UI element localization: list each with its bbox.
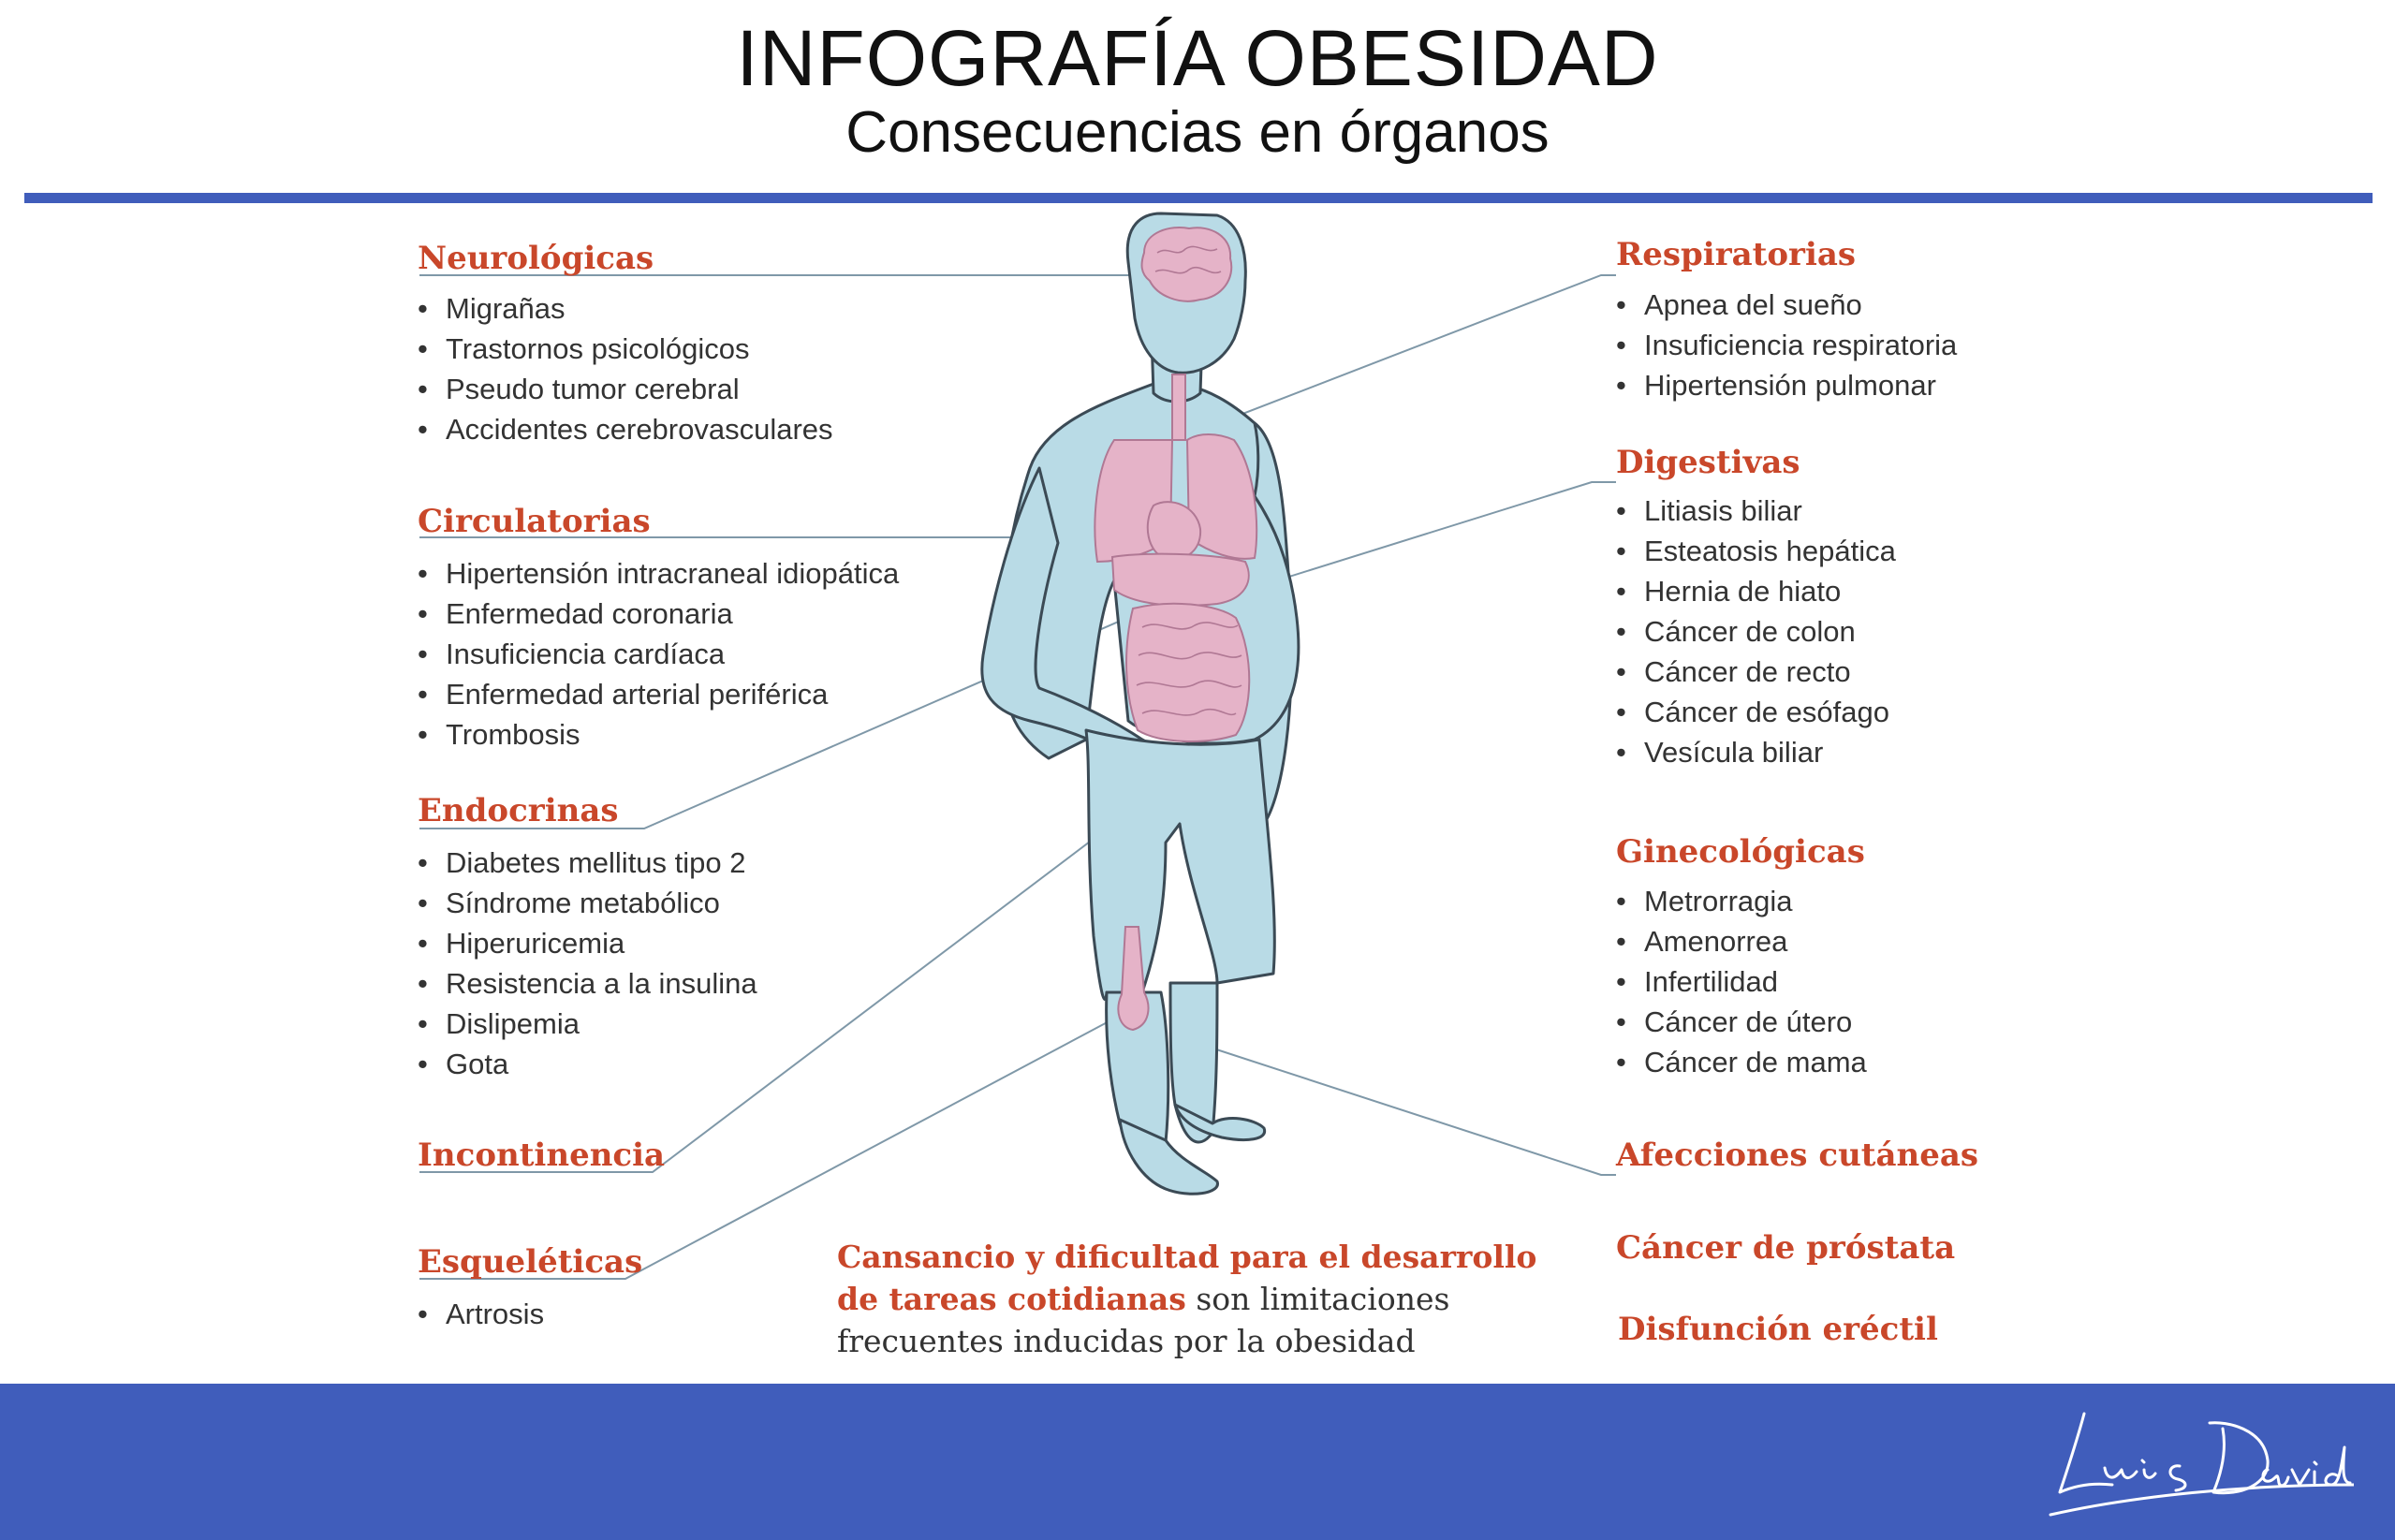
heading-endocrinas: Endocrinas [418,792,619,829]
fatigue-note [837,1236,1567,1362]
list-item: • Gota [418,1044,757,1084]
list-item: • Hipertensión intracraneal idiopática [418,553,899,594]
page-subtitle: Consecuencias en órganos [845,100,1550,165]
heading-digestivas: Digestivas [1616,444,1800,481]
list-item: • Migrañas [418,288,833,329]
list-item: • Litiasis biliar [1616,491,1896,531]
page-title: INFOGRAFÍA OBESIDAD [736,14,1659,102]
list-item: • Cáncer de útero [1616,1002,1867,1042]
footer-band [0,1384,2395,1540]
heading-cutaneas: Afecciones cutáneas [1616,1137,1979,1174]
list-item: • Trombosis [418,714,899,755]
leader-cutaneas [1208,1047,1616,1175]
list-item: • Insuficiencia cardíaca [418,634,899,674]
heading-circulatorias: Circulatorias [418,503,651,540]
list-item: • Hipertensión pulmonar [1616,365,1957,405]
note-rest: son limitaciones frecuentes inducidas por la obesidad [837,1281,1450,1359]
list-ginecologicas [1616,881,1867,1082]
list-item: • Cáncer de esófago [1616,692,1896,732]
list-circulatorias [418,553,899,755]
list-item: • Cáncer de mama [1616,1042,1867,1082]
note-highlight: Cansancio y dificultad para el desarrollo de tareas cotidianas [837,1239,1537,1317]
list-item: • Metrorragia [1616,881,1867,921]
list-item: • Amenorrea [1616,921,1867,961]
heading-respiratorias: Respiratorias [1616,236,1857,273]
list-item: • Cáncer de colon [1616,611,1896,652]
list-item: • Dislipemia [418,1004,757,1044]
heading-erectil: Disfunción eréctil [1618,1311,1938,1348]
heading-ginecologicas: Ginecológicas [1616,833,1865,871]
list-item: • Enfermedad arterial periférica [418,674,899,714]
heading-esqueleticas: Esqueléticas [418,1243,643,1281]
list-digestivas [1616,491,1896,772]
list-item: • Pseudo tumor cerebral [418,369,833,409]
intestines [1126,604,1249,741]
list-item: • Infertilidad [1616,961,1867,1002]
list-item: • Esteatosis hepática [1616,531,1896,571]
list-item: • Diabetes mellitus tipo 2 [418,843,757,883]
heading-prostata: Cáncer de próstata [1616,1229,1956,1267]
list-item: • Síndrome metabólico [418,883,757,923]
list-item: • Vesícula biliar [1616,732,1896,772]
list-endocrinas [418,843,757,1084]
list-item: • Hernia de hiato [1616,571,1896,611]
list-item: • Cáncer de recto [1616,652,1896,692]
list-neurologicas [418,288,833,449]
list-respiratorias [1616,285,1957,405]
signature-logo [2039,1395,2354,1526]
heading-incontinencia: Incontinencia [418,1137,666,1174]
list-item: • Resistencia a la insulina [418,963,757,1004]
list-item: • Accidentes cerebrovasculares [418,409,833,449]
trachea [1172,374,1185,440]
list-item: • Artrosis [418,1294,544,1334]
list-item: • Hiperuricemia [418,923,757,963]
list-item: • Enfermedad coronaria [418,594,899,634]
list-esqueleticas [418,1294,544,1334]
list-item: • Insuficiencia respiratoria [1616,325,1957,365]
heading-neurologicas: Neurológicas [418,240,654,277]
list-item: • Apnea del sueño [1616,285,1957,325]
list-item: • Trastornos psicológicos [418,329,833,369]
liver-stomach [1112,554,1249,606]
